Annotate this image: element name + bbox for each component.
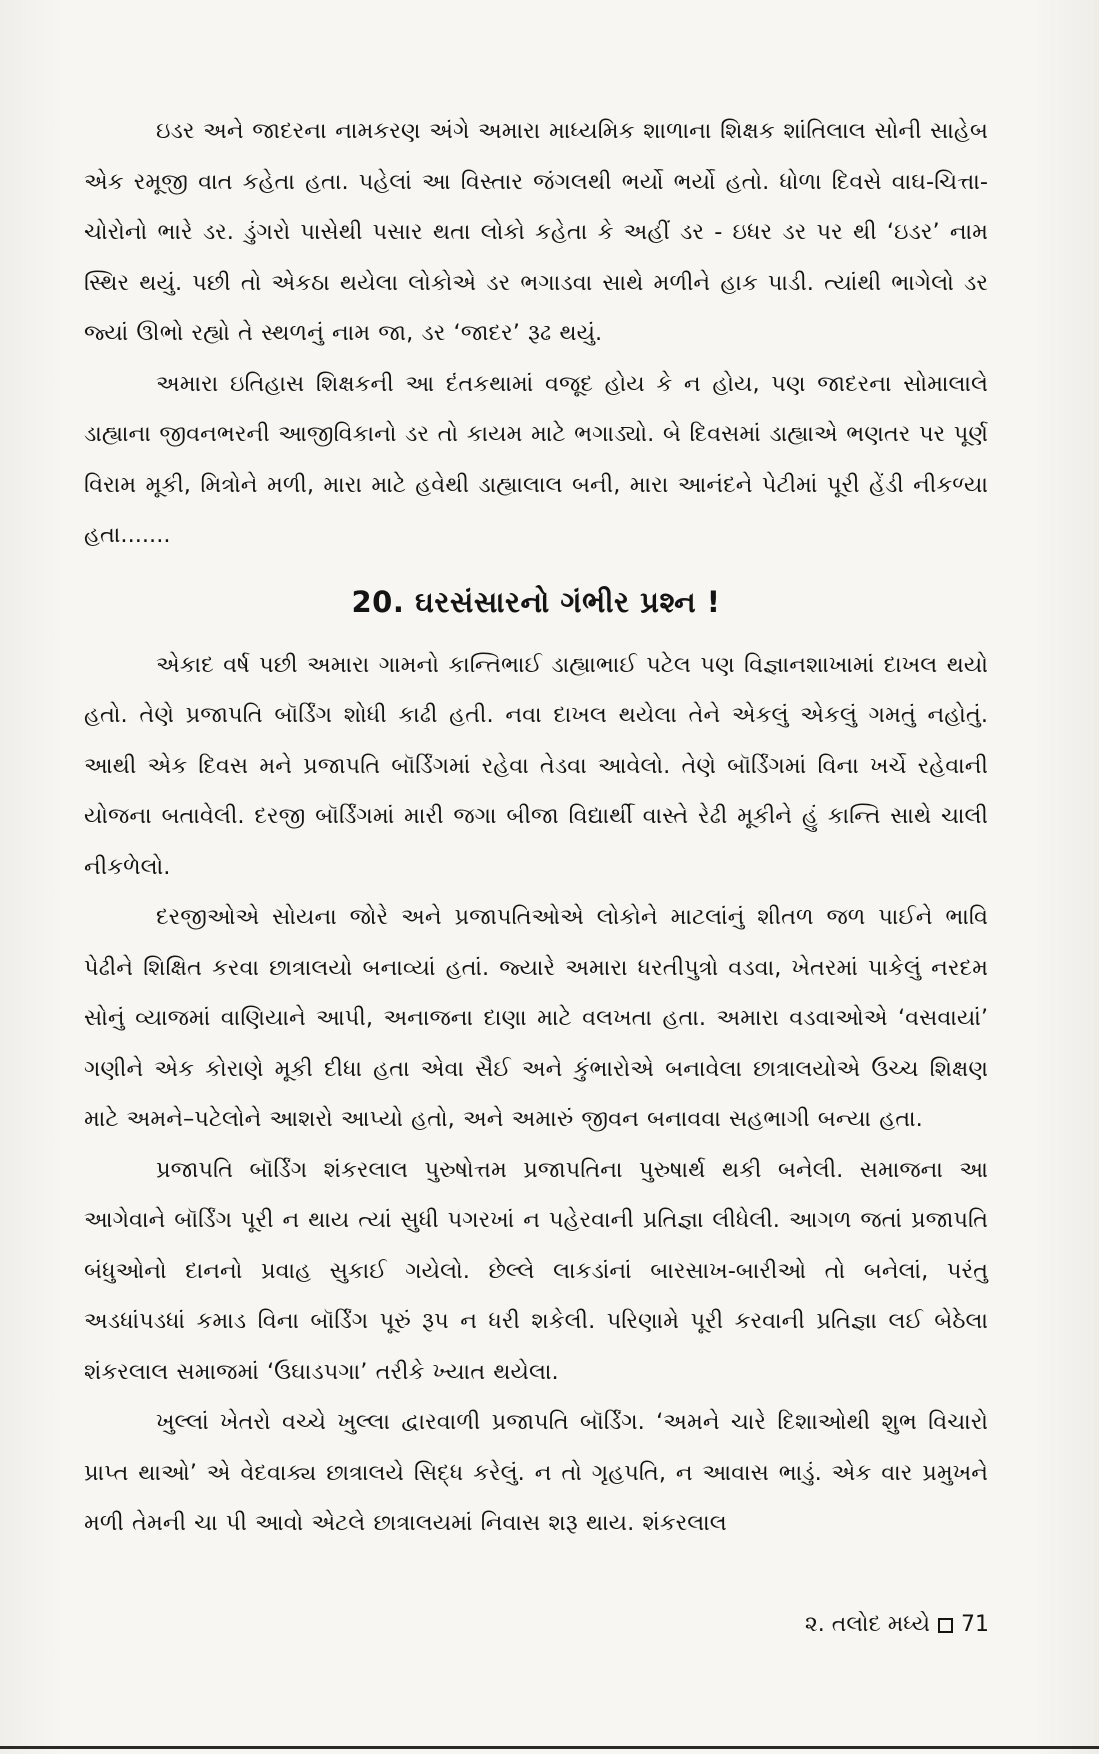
paragraph: ઇડર અને જાદરના નામકરણ અંગે અમારા માધ્યમિક શાળાના શિક્ષક શાંતિલાલ સોની સાહેબ એક રમૂજી વાત કહેતા હતા. પહેલાં આ વિસ્તાર જંગલથી ભર્યો ભર્યો હતો. ધોળા દિવસે વાઘ-ચિત્તા-ચોરોનો ભારે ડર. ડુંગરો પાસેથી પસાર થતા લોકો કહેતા કે અહીં ડર - ઇધર ડર પર થી ‘ઇડર’ નામ સ્થિર થયું. પછી તો એકઠા થયેલા લોકોએ ડર ભગાડવા સાથે મળીને હાક પાડી. ત્યાંથી ભાગેલો ડર જ્યાં ઊભો રહ્યો તે સ્થળનું નામ જા, ડર ‘જાદર’ રૂઢ થયું. bbox=[84, 118, 988, 346]
page-number: 71 bbox=[961, 1612, 989, 1637]
page-bottom-edge bbox=[0, 1746, 1099, 1749]
paragraph: પ્રજાપતિ બૉર્ડિંગ શંકરલાલ પુરુષોત્તમ પ્રજાપતિના પુરુષાર્થ થકી બનેલી. સમાજના આ આગેવાને બૉર્ડિંગ પૂરી ન થાય ત્યાં સુધી પગરખાં ન પહેરવાની પ્રતિજ્ઞા લીધેલી. આગળ જતાં પ્રજાપતિ બંધુઓનો દાનનો પ્રવાહ સુકાઈ ગયેલો. છેલ્લે લાકડાંનાં બારસાખ-બારીઓ તો બનેલાં, પરંતુ અડધાંપડધાં કમાડ વિના બૉર્ડિંગ પૂરું રૂપ ન ધરી શકેલી. પરિણામે પૂરી કરવાની પ્રતિજ્ઞા લઈ બેઠેલા શંકરલાલ સમાજમાં ‘ઉઘાડપગા’ તરીકે ખ્યાત થયેલા. bbox=[84, 1156, 988, 1385]
paragraph: દરજીઓએ સોયના જોરે અને પ્રજાપતિઓએ લોકોને માટલાંનું શીતળ જળ પાઈને ભાવિ પેઢીને શિક્ષિત કરવા છાત્રાલયો બનાવ્યાં હતાં. જ્યારે અમારા ધરતીપુત્રો વડવા, ખેતરમાં પાકેલું નરદમ સોનું વ્યાજમાં વાણિયાને આપી, અનાજના દાણા માટે વલખતા હતા. અમારા વડવાઓએ ‘વસવાયાં’ ગણીને એક કોરાણે મૂકી દીધા હતા એવા સૈઈ અને કુંભારોએ બનાવેલા છાત્રાલયોએ ઉચ્ચ શિક્ષણ માટે અમને–પટેલોને આશરો આપ્યો હતો, અને અમારું જીવન બનાવવા સહભાગી બન્યા હતા. bbox=[84, 904, 988, 1132]
paragraph: અમારા ઇતિહાસ શિક્ષકની આ દંતકથામાં વજૂદ હોય કે ન હોય, પણ જાદરના સોમાલાલે ડાહ્યાના જીવનભરની આજીવિકાનો ડર તો કાયમ માટે ભગાડ્યો. બે દિવસમાં ડાહ્યાએ ભણતર પર પૂર્ણ વિરામ મૂકી, મિત્રોને મળી, મારા માટે હવેથી ડાહ્યાલાલ બની, મારા આનંદને પેટીમાં પૂરી હેંડી નીકળ્યા હતા....... bbox=[84, 370, 988, 548]
page-body bbox=[84, 106, 988, 1549]
page-footer bbox=[805, 1610, 989, 1640]
chapter-label: ૨. તલોદ મધ્યે bbox=[804, 1612, 930, 1637]
section-heading: 20. ઘરસંસારનો ગંભીર પ્રશ્ન ! bbox=[351, 584, 721, 619]
paragraph: એકાદ વર્ષ પછી અમારા ગામનો કાન્તિભાઈ ડાહ્યાભાઈ પટેલ પણ વિજ્ઞાનશાખામાં દાખલ થયો હતો. તેણે પ્રજાપતિ બૉર્ડિંગ શોધી કાઢી હતી. નવા દાખલ થયેલા તેને એકલું એકલું ગમતું નહોતું. આથી એક દિવસ મને પ્રજાપતિ બૉર્ડિંગમાં રહેવા તેડવા આવેલો. તેણે બૉર્ડિંગમાં વિના ખર્ચે રહેવાની યોજના બતાવેલી. દરજી બૉર્ડિંગમાં મારી જગા બીજા વિદ્યાર્થી વાસ્તે રેઢી મૂકીને હું કાન્તિ સાથે ચાલી નીકળેલો. bbox=[84, 651, 988, 880]
square-box-icon bbox=[938, 1618, 953, 1633]
paragraph: ખુલ્લાં ખેતરો વચ્ચે ખુલ્લા દ્વારવાળી પ્રજાપતિ બૉર્ડિંગ. ‘અમને ચારે દિશાઓથી શુભ વિચારો પ્રાપ્ત થાઓ’ એ વેદવાક્ય છાત્રાલયે સિદ્ધ કરેલું. ન તો ગૃહપતિ, ન આવાસ ભાડું. એક વાર પ્રમુખને મળી તેમની ચા પી આવો એટલે છાત્રાલયમાં નિવાસ શરૂ થાય. શંકરલાલ bbox=[84, 1409, 988, 1536]
